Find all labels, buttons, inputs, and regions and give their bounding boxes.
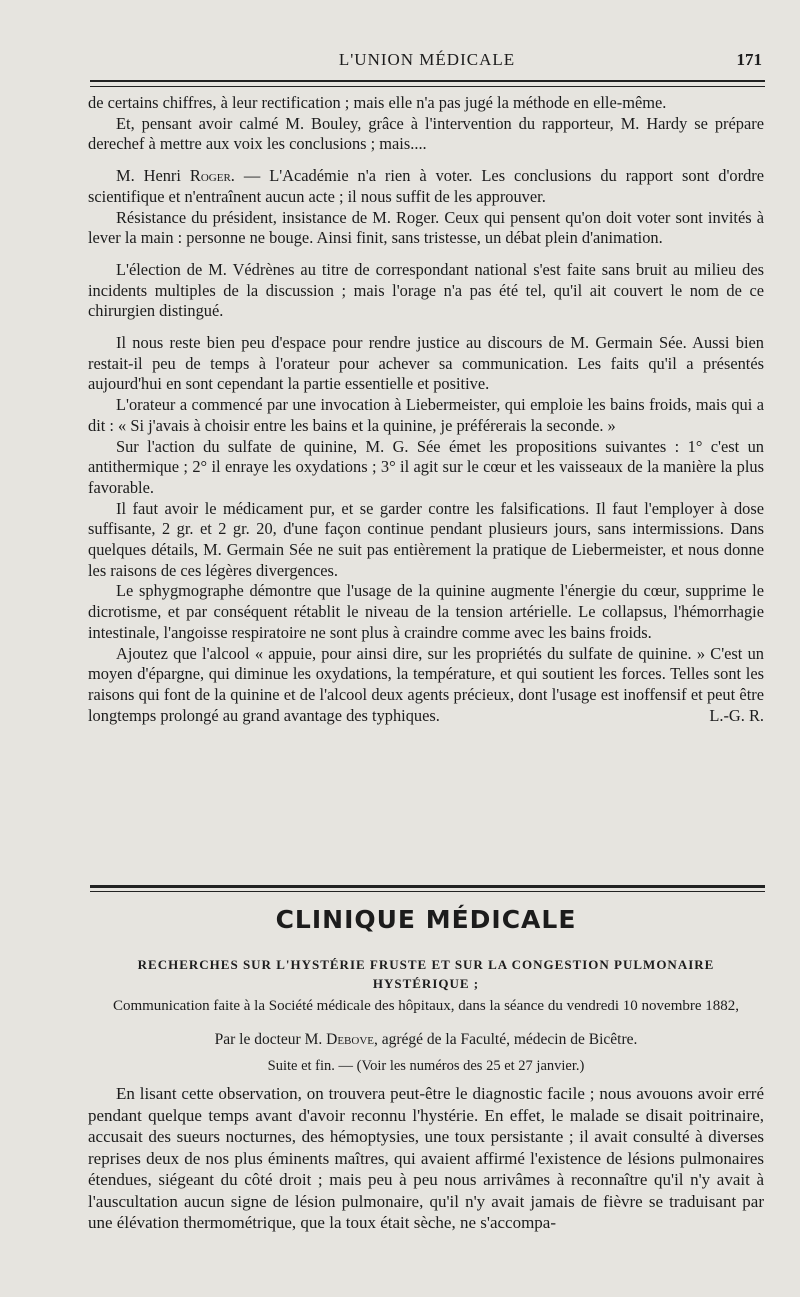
article-academy-report xyxy=(88,93,764,726)
paragraph-roger xyxy=(88,166,764,207)
section-rule-thin xyxy=(90,891,765,892)
paragraph: Résistance du président, insistance de M. Roger. Ceux qui pensent qu'on doit voter sont invités à lever la main : personne ne bouge. Ainsi finit, sans tristesse, un débat plein d'animation. xyxy=(88,207,764,248)
communication-note: Communication faite à la Société médicale des hôpitaux, dans la séance du vendredi 10 novembre 1882, xyxy=(112,998,740,1014)
speaker-name: Roger xyxy=(189,166,231,186)
signature: L.-G. R. xyxy=(709,705,764,725)
page-number: 171 xyxy=(736,50,762,69)
paragraph: Il faut avoir le médicament pur, et se garder contre les falsifications. Il faut l'employer à dose suffisante, 2 gr. et 2 gr. 20, d'une façon continue pendant plusieurs jours, sans intermissions. Dans quelques détails, M. Germain Sée ne suit pas entièrement la pratique de Liebermeister, et nous donne les raisons de ces légères divergences. xyxy=(88,498,764,580)
paragraph: L'élection de M. Védrènes au titre de correspondant national s'est faite sans bruit au milieu des incidents multiples de la discussion ; mais l'orage n'a pas été tel, qu'il ait couvert le nom de ce chirurgien distingué. xyxy=(88,259,764,321)
header-rule-thin xyxy=(90,86,765,87)
article-title: RECHERCHES SUR L'HYSTÉRIE FRUSTE ET SUR LA CONGESTION PULMONAIRE HYSTÉRIQUE ; xyxy=(137,957,715,991)
paragraph: Le sphygmographe démontre que l'usage de la quinine augmente l'énergie du cœur, supprime le dicrotisme, et par conséquent rétablit le niveau de la tension artérielle. Le collapsus, l'hémorrhagie intestinale, l'angoisse respiratoire ne sont plus à craindre comme avec les bains froids. xyxy=(88,581,764,642)
speaker-prefix: M. Henri xyxy=(116,166,190,186)
paragraph: Sur l'action du sulfate de quinine, M. G. Sée émet les propositions suivantes : 1° c'est un antithermique ; 2° il enraye les oxydations ; 3° il agit sur le cœur et les vaisseaux de la manière la plus favorable. xyxy=(88,436,764,497)
author-line xyxy=(88,1031,764,1049)
running-head xyxy=(92,50,762,74)
paragraph-last xyxy=(88,644,764,727)
section-rule xyxy=(90,885,765,888)
paragraph-text: Ajoutez que l'alcool « appuie, pour ainsi dire, sur les propriétés du sulfate de quinine. » C'est un moyen d'épargne, qui diminue les oxydations, la température, et qui soutient les forces. Telles sont les raisons qui font de la quinine et de l'alcool deux agents précieux, dont l'usage est inoffensif et peut être longtemps prolongé au grand avantage des typhiques. xyxy=(88,643,764,725)
paragraph: L'orateur a commencé par une invocation à Liebermeister, qui emploie les bains froids, mais qui a dit : « Si j'avais à choisir entre les bains et la quinine, je préférerais la seconde. » xyxy=(88,395,764,435)
author-rest: , agrégé de la Faculté, médecin de Bicêtre. xyxy=(373,1031,638,1048)
author-prefix: Par le docteur M. xyxy=(214,1031,327,1048)
running-title: L'UNION MÉDICALE xyxy=(338,50,516,69)
author-name: Debove xyxy=(326,1031,374,1048)
paragraph: de certains chiffres, à leur rectification ; mais elle n'a pas jugé la méthode en elle-même. xyxy=(88,93,667,112)
header-rule xyxy=(90,80,765,82)
section-title: CLINIQUE MÉDICALE xyxy=(275,905,577,934)
speaker-text: . — L'Académie n'a rien à voter. Les conclusions du rapport sont d'ordre scientifique et n'entraînent aucun acte ; il nous suffit de les approuver. xyxy=(88,166,764,206)
article-hysteria xyxy=(88,1083,764,1234)
paragraph: Il nous reste bien peu d'espace pour rendre justice au discours de M. Germain Sée. Aussi bien restait-il peu de temps à l'orateur pour achever sa communication. Les faits qu'il a présentés aujourd'hui en sont cependant la partie essentielle et positive. xyxy=(88,333,764,394)
paragraph: Et, pensant avoir calmé M. Bouley, grâce à l'intervention du rapporteur, M. Hardy se prépare derechef à mettre aux voix les conclusions ; mais.... xyxy=(88,113,764,154)
continuation-note: Suite et fin. — (Voir les numéros des 25 et 27 janvier.) xyxy=(267,1058,585,1074)
paragraph: En lisant cette observation, on trouvera peut-être le diagnostic facile ; nous avouons avoir erré pendant quelque temps avant d'avoir reconnu l'hystérie. En effet, le malade se disait poitrinaire, accusait des sueurs nocturnes, des hémoptysies, une toux persistante ; il avait consulté à diverses reprises deux de nos plus éminents maîtres, qui avaient affirmé l'existence de lésions pulmonaires étendues, siégeant du côté droit ; mais peu à peu nous arrivâmes à reconnaître qu'il n'y avait à l'auscultation aucun signe de lésion pulmonaire, qu'il n'y avait jamais de fièvre se traduisant par une élévation thermométrique, que la toux était sèche, ne s'accompa- xyxy=(88,1084,764,1232)
